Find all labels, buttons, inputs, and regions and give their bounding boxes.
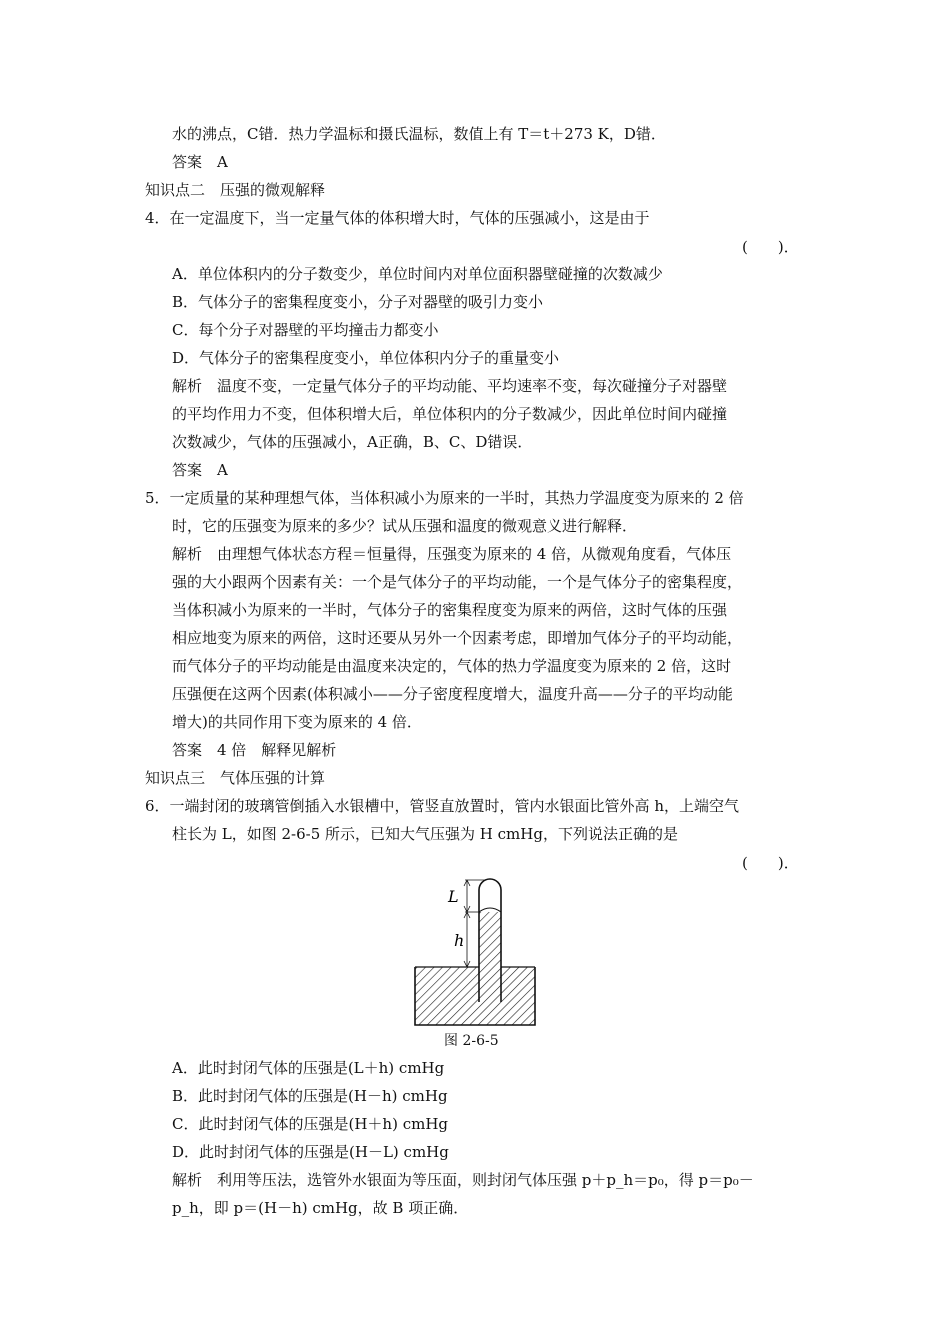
figure-caption: 图 2-6-5 [444,1033,499,1049]
option-a: A．此时封闭气体的压强是(L＋h) cmHg [172,1059,445,1077]
question-5-cont: 时，它的压强变为原来的多少？试从压强和温度的微观意义进行解释． [172,517,638,535]
option-c: C．此时封闭气体的压强是(H＋h) cmHg [172,1115,448,1133]
option-c: C．每个分子对器壁的平均撞击力都变小 [172,321,439,339]
analysis-line: 压强便在这两个因素(体积减小——分子密度程度增大，温度升高——分子的平均动能 [172,685,733,703]
answer-line: 答案 A [172,153,228,171]
analysis-line: 次数减少，气体的压强减小，A正确，B、C、D错误． [172,433,533,451]
figure-2-6-5 [410,872,540,1037]
option-d: D．气体分子的密集程度变小，单位体积内分子的重量变小 [172,349,560,367]
analysis-line: 强的大小跟两个因素有关：一个是气体分子的平均动能，一个是气体分子的密集程度， [172,573,743,591]
label-h: h [454,931,465,950]
section-heading: 知识点三 气体压强的计算 [145,769,326,787]
option-a: A．单位体积内的分子数变少，单位时间内对单位面积器壁碰撞的次数减少 [172,265,663,283]
section-heading: 知识点二 压强的微观解释 [145,181,326,199]
analysis-line: 解析 温度不变，一定量气体分子的平均动能、平均速率不变，每次碰撞分子对器壁 [172,377,728,395]
analysis-line: 解析 利用等压法，选管外水银面为等压面，则封闭气体压强 p＋p_h＝p₀，得 p＝p₀－ [172,1171,754,1189]
label-L: L [448,887,459,906]
option-b: B．气体分子的密集程度变小，分子对器壁的吸引力变小 [172,293,544,311]
question-6: 6．一端封闭的玻璃管倒插入水银槽中，管竖直放置时，管内水银面比管外高 h，上端空气 [145,797,739,815]
question-4: 4．在一定温度下，当一定量气体的体积增大时，气体的压强减小，这是由于 [145,209,650,227]
analysis-line: 当体积减小为原来的一半时，气体分子的密集程度变为原来的两倍，这时气体的压强 [172,601,728,619]
option-d: D．此时封闭气体的压强是(H－L) cmHg [172,1143,449,1161]
analysis-line: 解析 由理想气体状态方程＝恒量得，压强变为原来的 4 倍，从微观角度看，气体压 [172,545,732,563]
question-5: 5．一定质量的某种理想气体，当体积减小为原来的一半时，其热力学温度变为原来的 2 倍 [145,489,744,507]
option-b: B．此时封闭气体的压强是(H－h) cmHg [172,1087,448,1105]
answer-blank: ( )． [742,854,799,872]
analysis-line: 的平均作用力不变，但体积增大后，单位体积内的分子数减少，因此单位时间内碰撞 [172,405,728,423]
answer-line: 答案 A [172,461,228,479]
answer-blank: ( )． [742,238,799,256]
analysis-line: 相应地变为原来的两倍，这时还要从另外一个因素考虑，即增加气体分子的平均动能， [172,629,743,647]
question-6-cont: 柱长为 L，如图 2-6-5 所示，已知大气压强为 H cmHg，下列说法正确的是 [172,825,678,843]
analysis-line: 而气体分子的平均动能是由温度来决定的，气体的热力学温度变为原来的 2 倍，这时 [172,657,732,675]
answer-line: 答案 4 倍 解释见解析 [172,741,337,759]
analysis-line: 增大)的共同作用下变为原来的 4 倍． [172,713,422,731]
text-line: 水的沸点，C错．热力学温标和摄氏温标，数值上有 T＝t＋273 K，D错． [172,125,666,143]
analysis-line: p_h，即 p＝(H－h) cmHg，故 B 项正确． [172,1199,469,1217]
